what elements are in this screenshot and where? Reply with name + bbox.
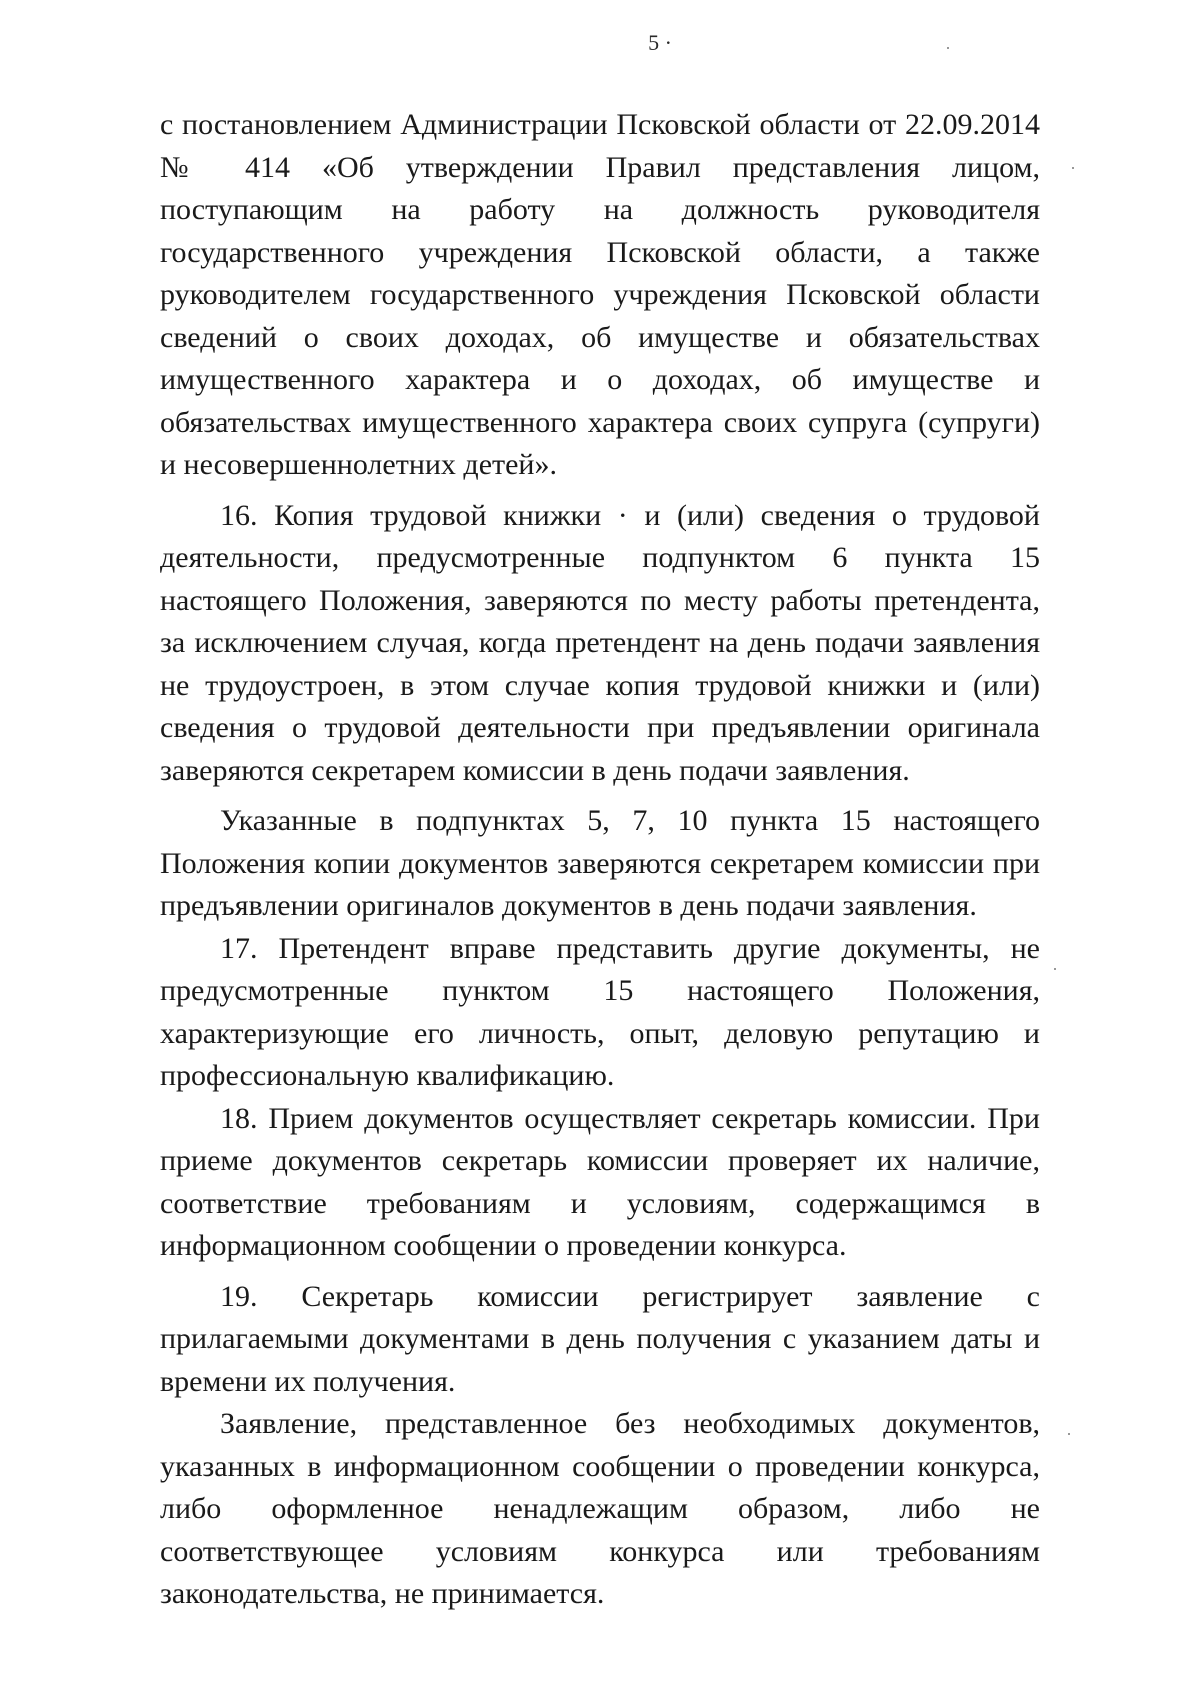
paragraph-item-19: 19. Секретарь комиссии регистрирует заявление с прилагаемыми документами в день получения с указанием даты и времени их получения.	[160, 1279, 1040, 1398]
page-number: 5 ·	[648, 30, 672, 55]
document-body	[160, 104, 1040, 1616]
paragraph-item-17: 17. Претендент вправе представить другие документы, не предусмотренные пунктом 15 настоящего Положения, характеризующие его личность, опыт, деловую репутацию и профессиональную квалификацию.	[160, 931, 1040, 1092]
paragraph-certified-copies: Указанные в подпунктах 5, 7, 10 пункта 15 настоящего Положения копии документов заверяются секретарем комиссии при предъявлении оригиналов документов в день подачи заявления.	[160, 804, 1040, 922]
paragraph-application-rejection: Заявление, представленное без необходимых документов, указанных в информационном сообщении о проведении конкурса, либо оформленное ненадлежащим образом, либо не соответствующее условиям конкурса или требованиям законодательства, не принимается.	[160, 1407, 1040, 1610]
scan-speck	[1054, 968, 1056, 970]
scan-speck	[1072, 167, 1074, 169]
scan-speck	[947, 47, 949, 49]
paragraph-item-16: 16. Копия трудовой книжки · и (или) сведения о трудовой деятельности, предусмотренные подпунктом 6 пункта 15 настоящего Положения, заверяются по месту работы претендента, за исключением случая, когда претендент на день подачи заявления не трудоустроен, в этом случае копия трудовой книжки и (или) сведения о трудовой деятельности при предъявлении оригинала заверяются секретарем комиссии в день подачи заявления.	[160, 498, 1040, 787]
paragraph-continuation: с постановлением Администрации Псковской области от 22.09.2014 № 414 «Об утверждении Правил представления лицом, поступающим на работу на должность руководителя государственного учреждения Псковской области, а также руководителем государственного учреждения Псковской области сведений о своих доходах, об имуществе и обязательствах имущественного характера и о доходах, об имуществе и обязательствах имущественного характера своих супруга (супруги) и несовершеннолетних детей».	[160, 108, 1040, 481]
scan-speck	[1068, 1433, 1070, 1435]
paragraph-item-18: 18. Прием документов осуществляет секретарь комиссии. При приеме документов секретарь комиссии проверяет их наличие, соответствие требованиям и условиям, содержащимся в информационном сообщении о проведении конкурса.	[160, 1101, 1040, 1262]
